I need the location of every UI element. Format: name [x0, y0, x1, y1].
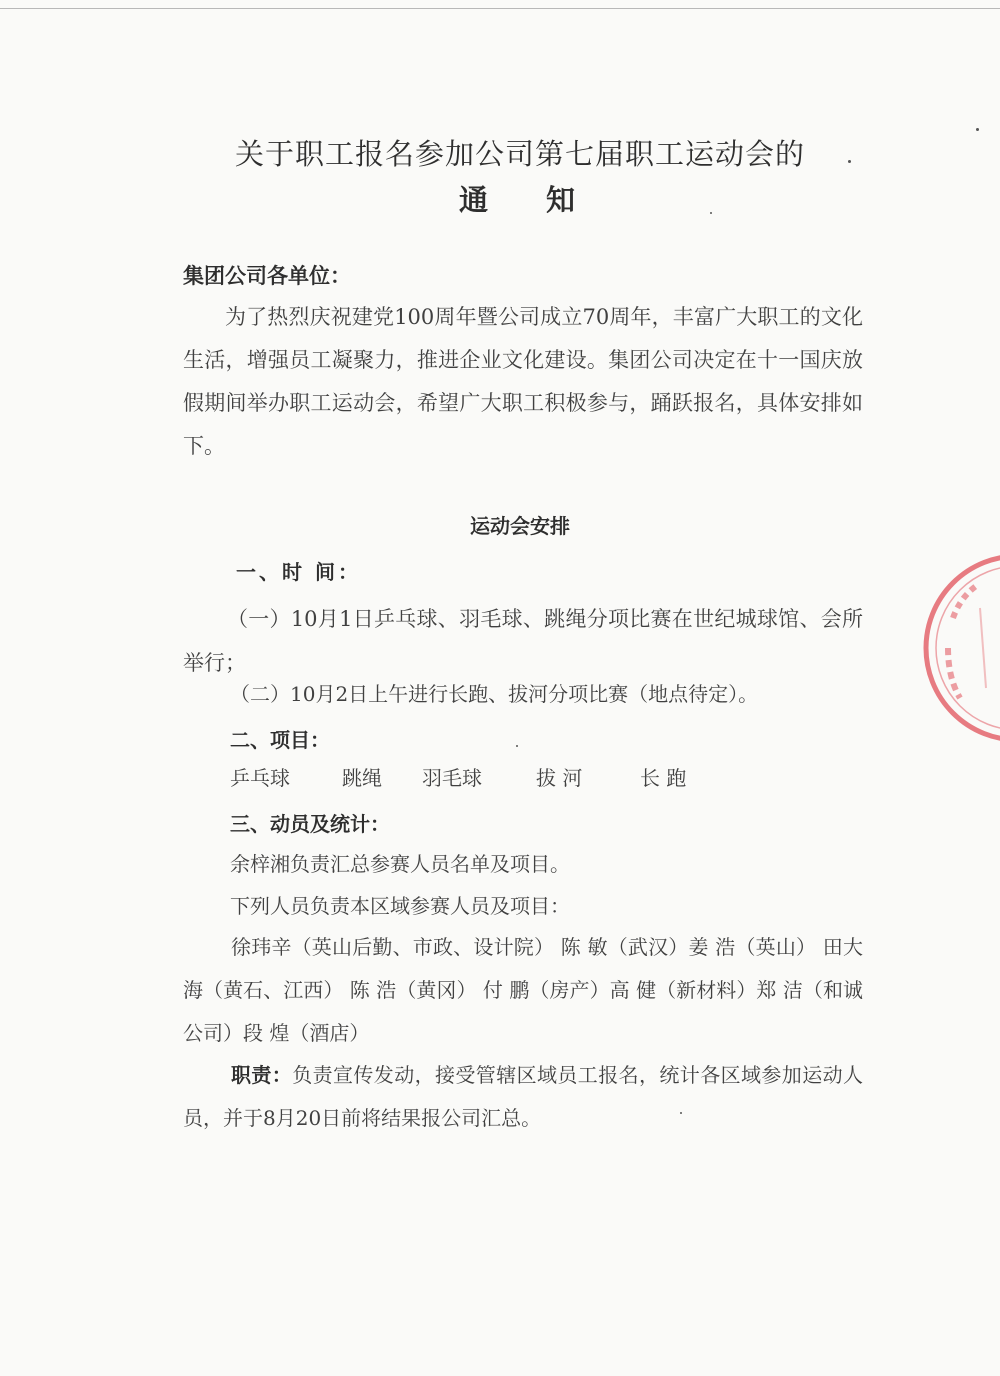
time-item-1: （一）10月1日乒乓球、羽毛球、跳绳分项比赛在世纪城球馆、会所举行； — [183, 607, 863, 675]
section-title: 运动会安排 — [470, 514, 570, 538]
scan-speck — [976, 128, 979, 131]
time-item-2: （二）10月2日上午进行长跑、拔河分项比赛（地点待定）。 — [230, 682, 759, 706]
scan-speck — [516, 745, 518, 747]
projects-heading: 二、项目： — [230, 728, 330, 752]
red-seal-stamp — [918, 548, 1000, 748]
scan-speck — [710, 212, 712, 214]
project-item: 跳绳 — [342, 766, 382, 790]
project-item: 长 跑 — [640, 766, 687, 790]
scan-speck — [680, 1112, 682, 1114]
time-heading: 一、时 间： — [236, 560, 361, 584]
project-item: 拔 河 — [536, 766, 583, 790]
document-title: 关于职工报名参加公司第七届职工运动会的 — [234, 137, 805, 171]
project-item: 羽毛球 — [422, 766, 482, 790]
duty-paragraph — [183, 1054, 863, 1140]
intro-paragraph: 为了热烈庆祝建党100周年暨公司成立70周年，丰富广大职工的文化生活，增强员工凝聚力，推进企业文化建设。集团公司决定在十一国庆放假期间举办职工运动会，希望广大职工积极参与，踊跃报名，具体安排如下。 — [183, 305, 863, 458]
staff-line-2: 下列人员负责本区域参赛人员及项目： — [230, 894, 570, 918]
scan-edge-line — [0, 8, 1000, 9]
staff-line-1: 余梓湘负责汇总参赛人员名单及项目。 — [230, 852, 570, 876]
scan-speck — [848, 160, 851, 163]
projects-list — [230, 762, 686, 791]
salutation: 集团公司各单位： — [183, 263, 351, 288]
duty-label: 职责： — [231, 1063, 293, 1087]
staff-people: 徐玮辛（英山后勤、市政、设计院） 陈 敏（武汉）姜 浩（英山） 田大海（黄石、江西） 陈 浩（黄冈） 付 鹏（房产）高 健（新材料）郑 洁（和诚公司）段 煌（酒店） — [183, 935, 863, 1045]
project-item: 乒乓球 — [230, 766, 290, 790]
document-title-notice: 通知 — [459, 183, 634, 217]
staff-heading: 三、动员及统计： — [230, 812, 390, 836]
duty-text: 负责宣传发动，接受管辖区域员工报名，统计各区域参加运动人员，并于8月20日前将结果报公司汇总。 — [183, 1063, 864, 1130]
